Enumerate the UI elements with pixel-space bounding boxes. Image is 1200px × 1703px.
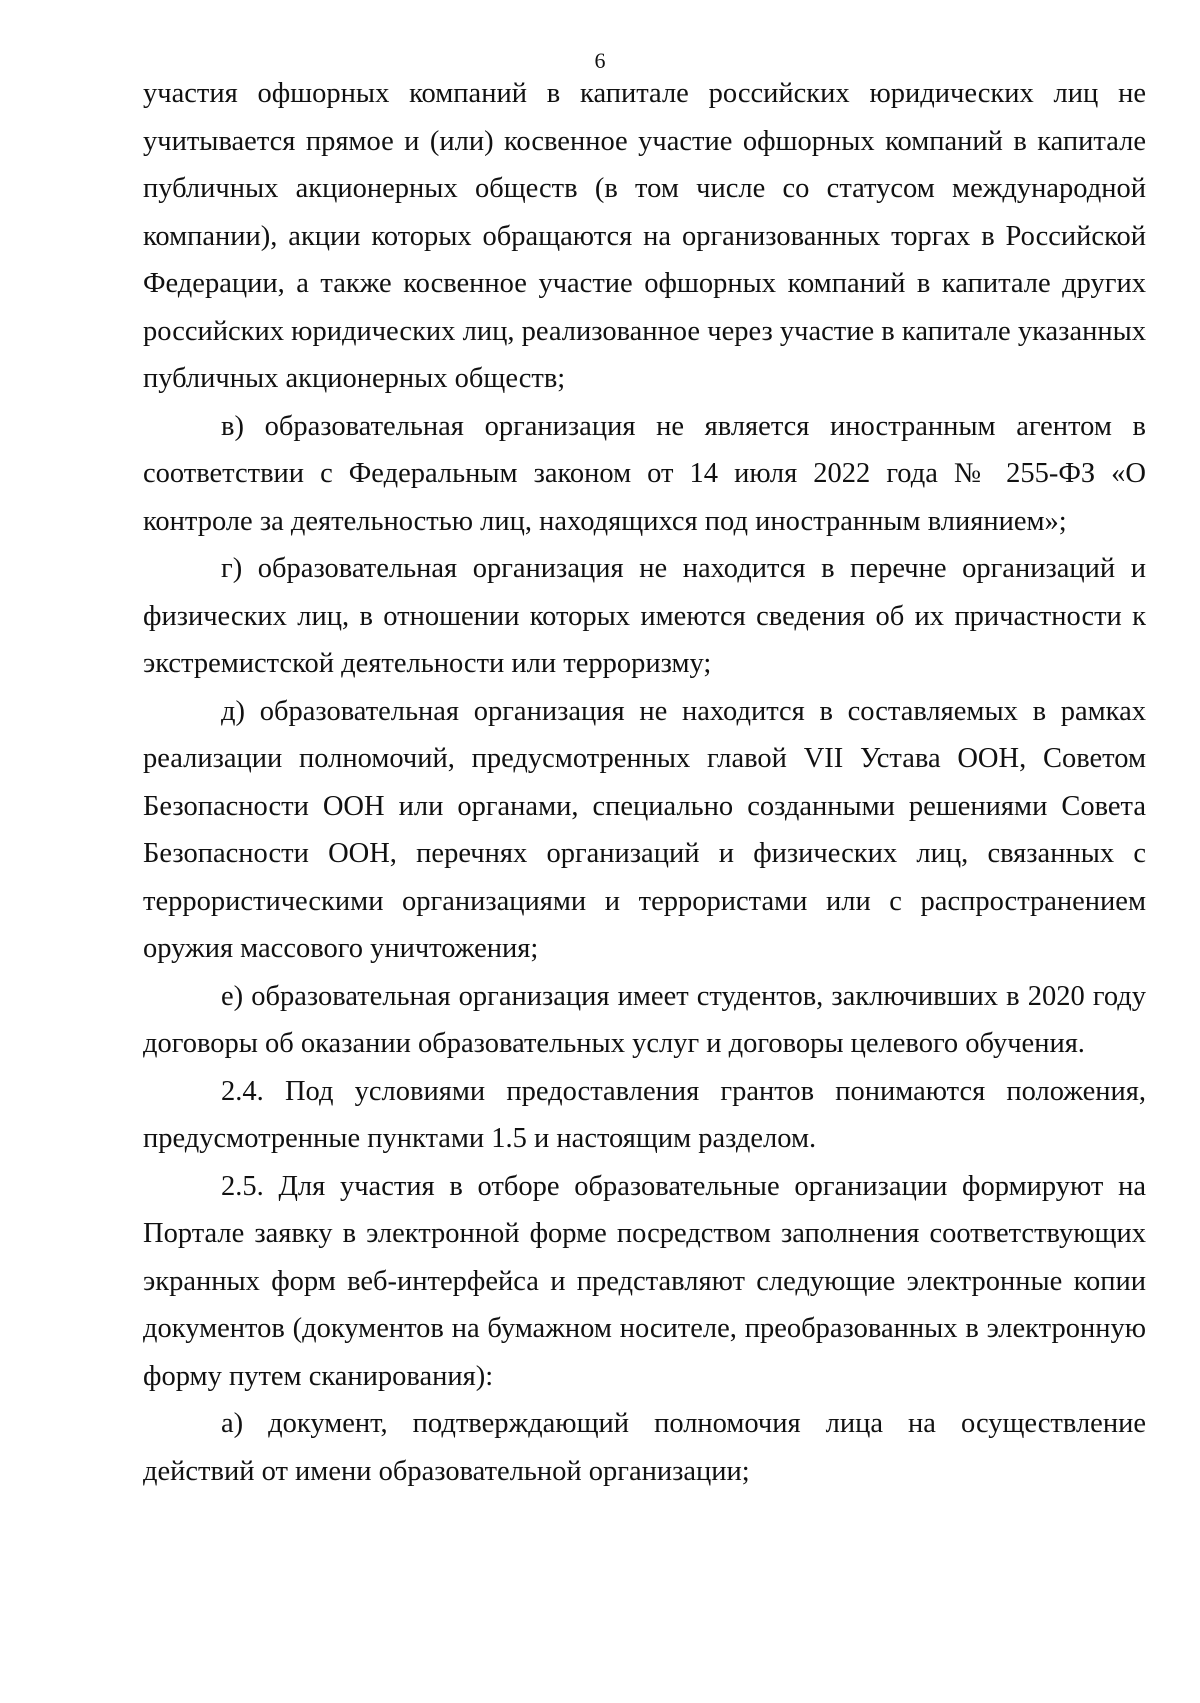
paragraph-2-4-grant-conditions: 2.4. Под условиями предоставления грантов понимаются положения, предусмотренные пунктами 1.5 и настоящим разделом. xyxy=(143,1075,1146,1154)
paragraph-item-v-foreign-agent: в) образовательная организация не является иностранным агентом в соответствии с Федеральным законом от 14 июля 2022 года № 255-ФЗ «О контроле за деятельностью лиц, находящихся под иностранным влиянием»; xyxy=(143,410,1146,537)
document-body xyxy=(143,70,1146,1495)
paragraph-item-d-un-lists: д) образовательная организация не находится в составляемых в рамках реализации полномочий, предусмотренных главой VII Устава ООН, Советом Безопасности ООН или органами, специально созданными решениями Совета Безопасности ООН, перечнях организаций и физических лиц, связанных с террористическими организациями и террористами или с распространением оружия массового уничтожения; xyxy=(143,695,1146,964)
paragraph-item-e-students: е) образовательная организация имеет студентов, заключивших в 2020 году договоры об оказании образовательных услуг и договоры целевого обучения. xyxy=(143,980,1146,1059)
page-number: 6 xyxy=(594,48,606,73)
paragraph-item-a-authority-document: а) документ, подтверждающий полномочия лица на осуществление действий от имени образовательной организации; xyxy=(143,1408,1146,1487)
paragraph-item-g-extremism-list: г) образовательная организация не находится в перечне организаций и физических лиц, в отношении которых имеются сведения об их причастности к экстремистской деятельности или терроризму; xyxy=(143,553,1146,679)
paragraph-offshore-participation: участия офшорных компаний в капитале российских юридических лиц не учитывается прямое и (или) косвенное участие офшорных компаний в капитале публичных акционерных обществ (в том числе со статусом международной компании), акции которых обращаются на организованных торгах в Российской Федерации, а также косвенное участие офшорных компаний в капитале других российских юридических лиц, реализованное через участие в капитале указанных публичных акционерных обществ; xyxy=(143,78,1146,394)
paragraph-2-5-application: 2.5. Для участия в отборе образовательные организации формируют на Портале заявку в электронной форме посредством заполнения соответствующих экранных форм веб-интерфейса и представляют следующие электронные копии документов (документов на бумажном носителе, преобразованных в электронную форму путем сканирования): xyxy=(143,1170,1146,1392)
